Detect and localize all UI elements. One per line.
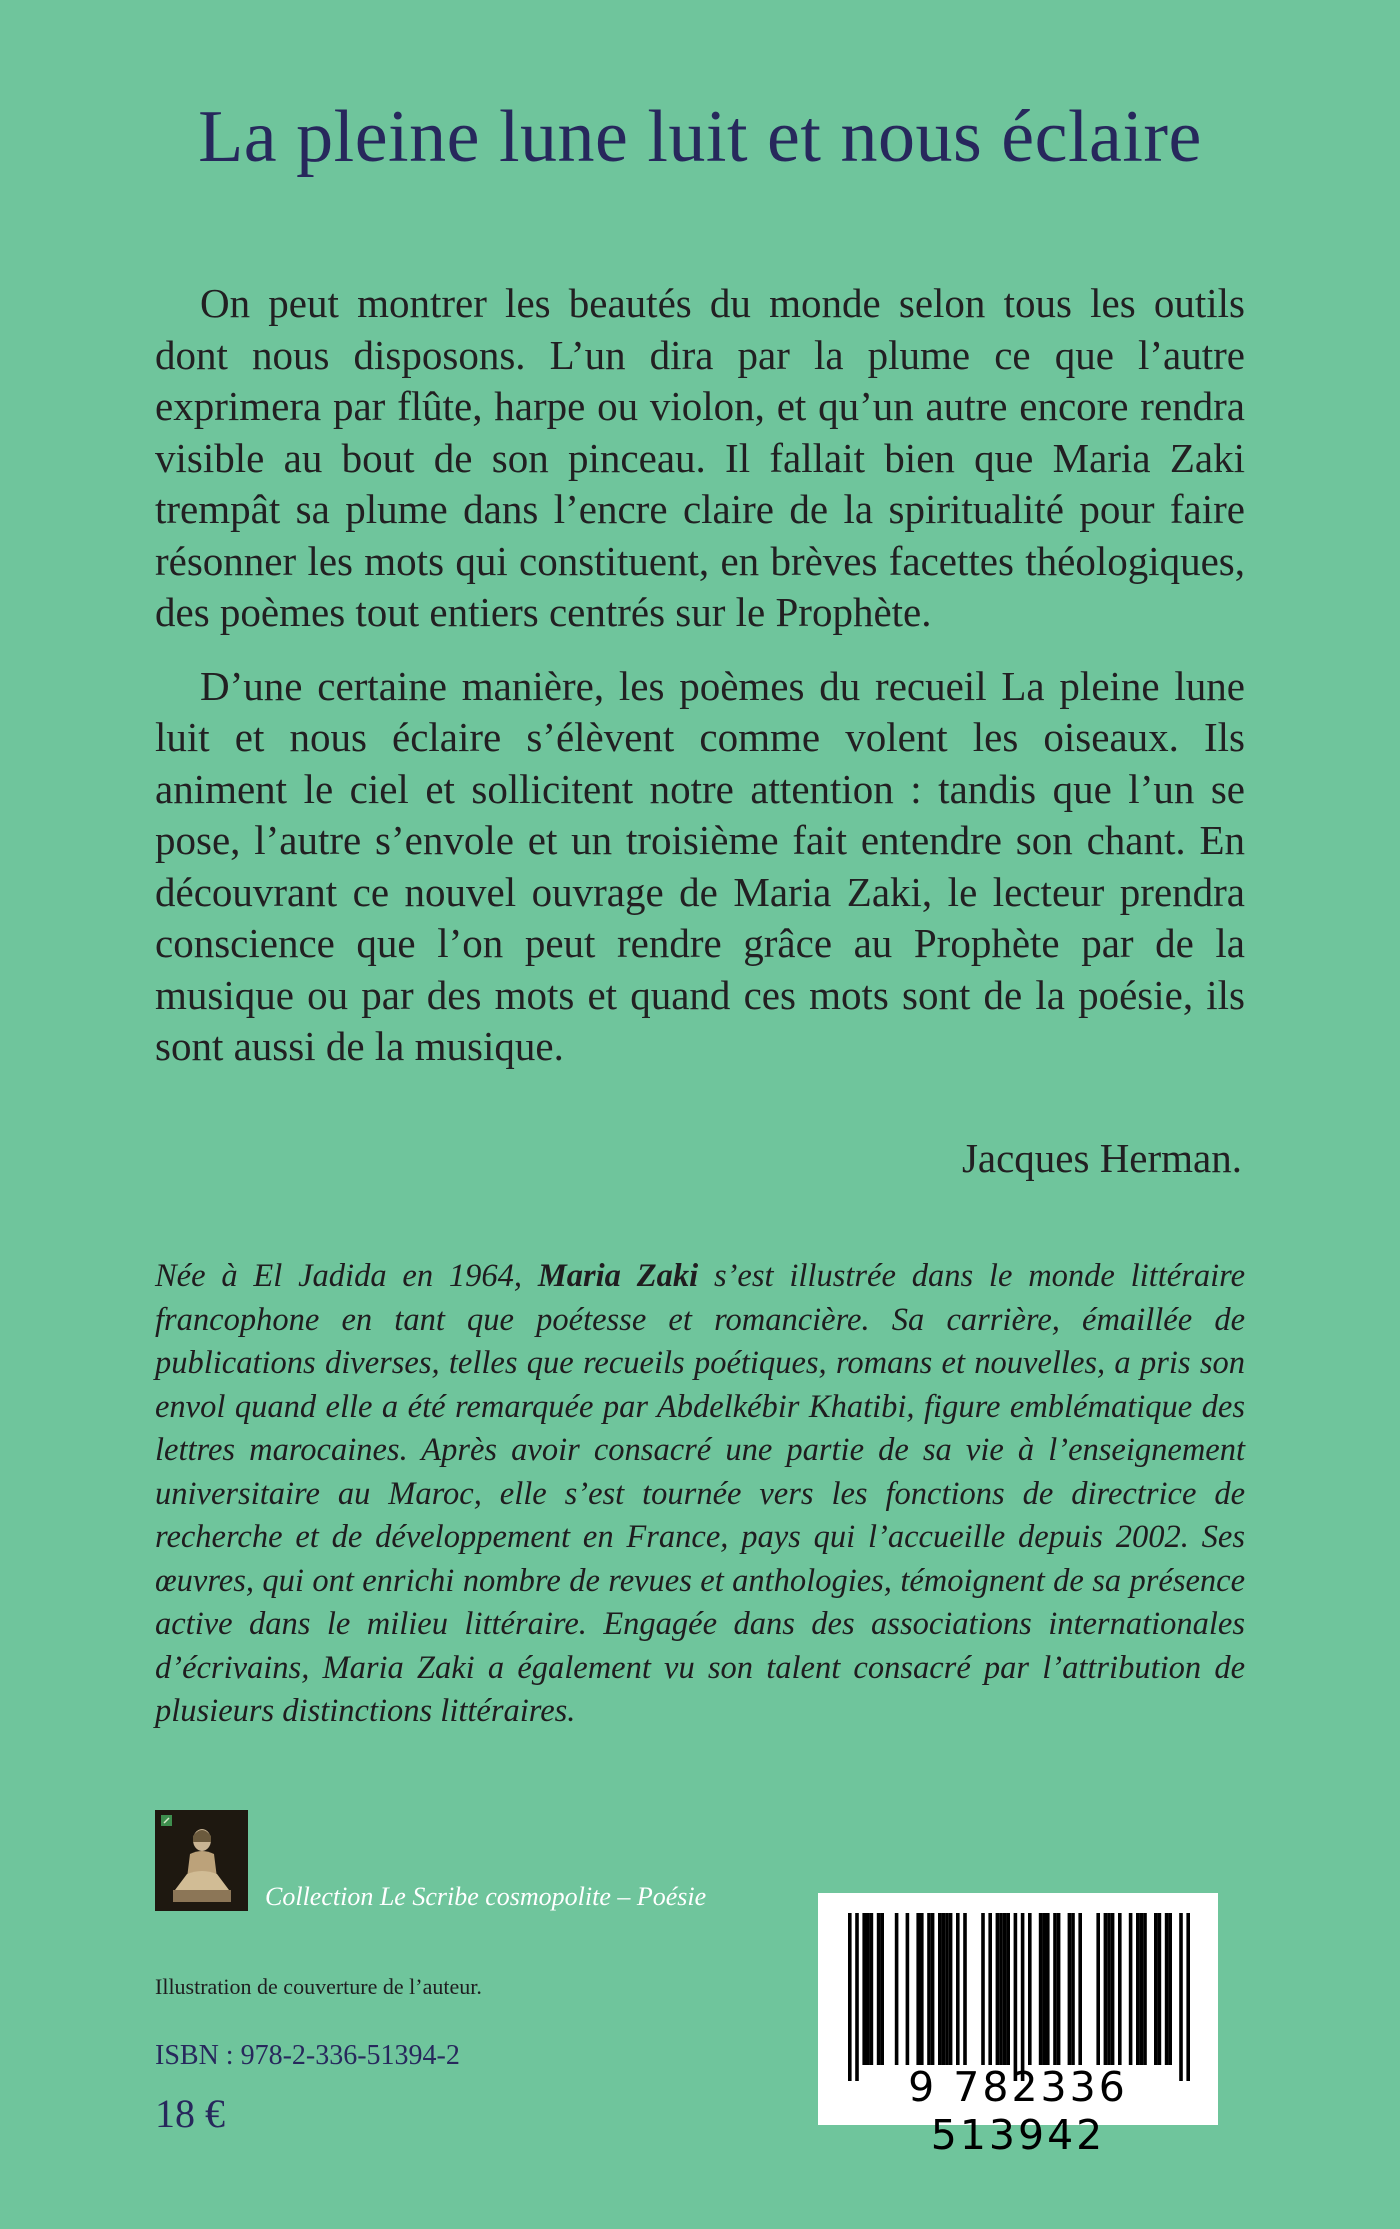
barcode-bar	[1143, 1913, 1147, 2065]
barcode-bar	[1028, 1913, 1032, 2065]
barcode-bar	[949, 1913, 953, 2065]
author-biography	[155, 1255, 1245, 1734]
barcode	[818, 1893, 1218, 2159]
barcode-number: 9 782336 513942	[908, 2063, 1128, 2159]
barcode-bar	[1078, 1913, 1082, 2065]
barcode-bar	[920, 1913, 924, 2065]
barcode-bar	[1140, 1913, 1144, 2065]
barcode-bar	[1071, 1913, 1075, 2065]
barcode-bar	[1186, 1913, 1190, 2081]
barcode-bar	[916, 1913, 920, 2065]
barcode-bar	[1179, 1913, 1183, 2081]
barcode-bar	[1014, 1913, 1018, 2081]
barcode-bar	[931, 1913, 935, 2065]
barcode-bar	[1158, 1913, 1162, 2065]
barcode-bar	[1021, 1913, 1025, 2081]
barcode-bar	[999, 1913, 1003, 2065]
barcode-bar	[1154, 1913, 1158, 2065]
barcode-bar	[942, 1913, 946, 2065]
bio-text: s’est illustrée dans le monde littéraire francophone en tant que poétesse et romancière. Sa carrière, émaillée de publications diverses, telles que recueils poétiques, romans et nouvelles, a pris son envol quand elle a été remarquée par Abdelkébir Khatibi, figure emblématique des lettres marocaines. Après avoir consacré une partie de sa vie à l’enseignement universitaire au Maroc, elle s’est tournée vers les fonctions de directrice de recherche et de développement en France, pays qui l’accueille depuis 2002. Ses œuvres, qui ont enrichi nombre de revues et anthologies, témoignent de sa présence active dans le milieu littéraire. Engagée dans des associations internationales d’écrivains, Maria Zaki a également vu son talent consacré par l’attribution de plusieurs distinctions littéraires.	[155, 1258, 1245, 1729]
barcode-bar	[1006, 1913, 1010, 2065]
barcode-bar	[1104, 1913, 1108, 2065]
illustration-credit: Illustration de couverture de l’auteur.	[155, 1974, 482, 1999]
barcode-bar	[1118, 1913, 1122, 2065]
isbn: ISBN : 978-2-336-51394-2	[155, 2040, 460, 2071]
barcode-bar	[880, 1913, 884, 2065]
barcode-bar	[945, 1913, 949, 2065]
barcode-bar	[1107, 1913, 1111, 2065]
barcode-bar	[1096, 1913, 1100, 2065]
barcode-bar	[1046, 1913, 1050, 2065]
seated-scribe-icon	[155, 1810, 248, 1911]
barcode-bar	[855, 1913, 859, 2081]
barcode-bar	[1111, 1913, 1115, 2065]
bio-intro: Née à El Jadida en 1964,	[155, 1258, 538, 1294]
blurb-paragraph-2: D’une certaine manière, les poèmes du recueil La pleine lune luit et nous éclaire s’élèvent comme volent les oiseaux. Ils animent le ciel et sollicitent notre attention : tandis que l’un se pose, l’autre s’envole et un troisième fait entendre son chant. En découvrant ce nouvel ouvrage de Maria Zaki, le lecteur prendra conscience que l’on peut rendre grâce au Prophète par de la musique ou par des mots et quand ces mots sont de la poésie, ils sont aussi de la musique.	[155, 662, 1245, 1069]
back-cover-blurb	[155, 278, 1245, 1095]
blurb-paragraph-1: On peut montrer les beautés du monde selon tous les outils dont nous disposons. L’un dira par la plume ce que l’autre exprimera par flûte, harpe ou violon, et qu’un autre encore rendra visible au bout de son pinceau. Il fallait bien que Maria Zaki trempât sa plume dans l’encre claire de la spiritualité pour faire résonner les mots qui constituent, en brèves facettes théologiques, des poèmes tout entiers centrés sur le Prophète.	[155, 280, 1245, 635]
barcode-bar	[1168, 1913, 1172, 2065]
barcode-bar	[1068, 1913, 1072, 2065]
barcode-bar	[866, 1913, 870, 2065]
barcode-bar	[895, 1913, 899, 2065]
barcode-bar	[1057, 1913, 1061, 2065]
barcode-bar	[862, 1913, 866, 2065]
barcode-bar	[1039, 1913, 1043, 2065]
barcode-bar	[1129, 1913, 1133, 2065]
barcode-bar	[870, 1913, 874, 2065]
bio-author-name: Maria Zaki	[537, 1258, 699, 1294]
barcode-bar	[1003, 1913, 1007, 2065]
barcode-bar	[1042, 1913, 1046, 2065]
barcode-bar	[938, 1913, 942, 2065]
barcode-bar	[906, 1913, 910, 2065]
collection-name: Collection Le Scribe cosmopolite – Poésie	[265, 1882, 707, 1911]
barcode-bar	[956, 1913, 960, 2065]
barcode-bar	[963, 1913, 967, 2065]
barcode-bar	[1165, 1913, 1169, 2065]
barcode-bar	[996, 1913, 1000, 2065]
barcode-bar	[848, 1913, 852, 2081]
barcode-bar	[981, 1913, 985, 2065]
barcode-bar	[1136, 1913, 1140, 2065]
blurb-signature: Jacques Herman.	[961, 1135, 1242, 1181]
barcode-bar	[927, 1913, 931, 2065]
barcode-bar	[877, 1913, 881, 2065]
scribe-statue-logo	[155, 1810, 248, 1911]
price: 18 €	[155, 2091, 225, 2136]
barcode-bar	[988, 1913, 992, 2065]
barcode-bar	[1053, 1913, 1057, 2065]
book-title: La pleine lune luit et nous éclaire	[198, 96, 1202, 178]
